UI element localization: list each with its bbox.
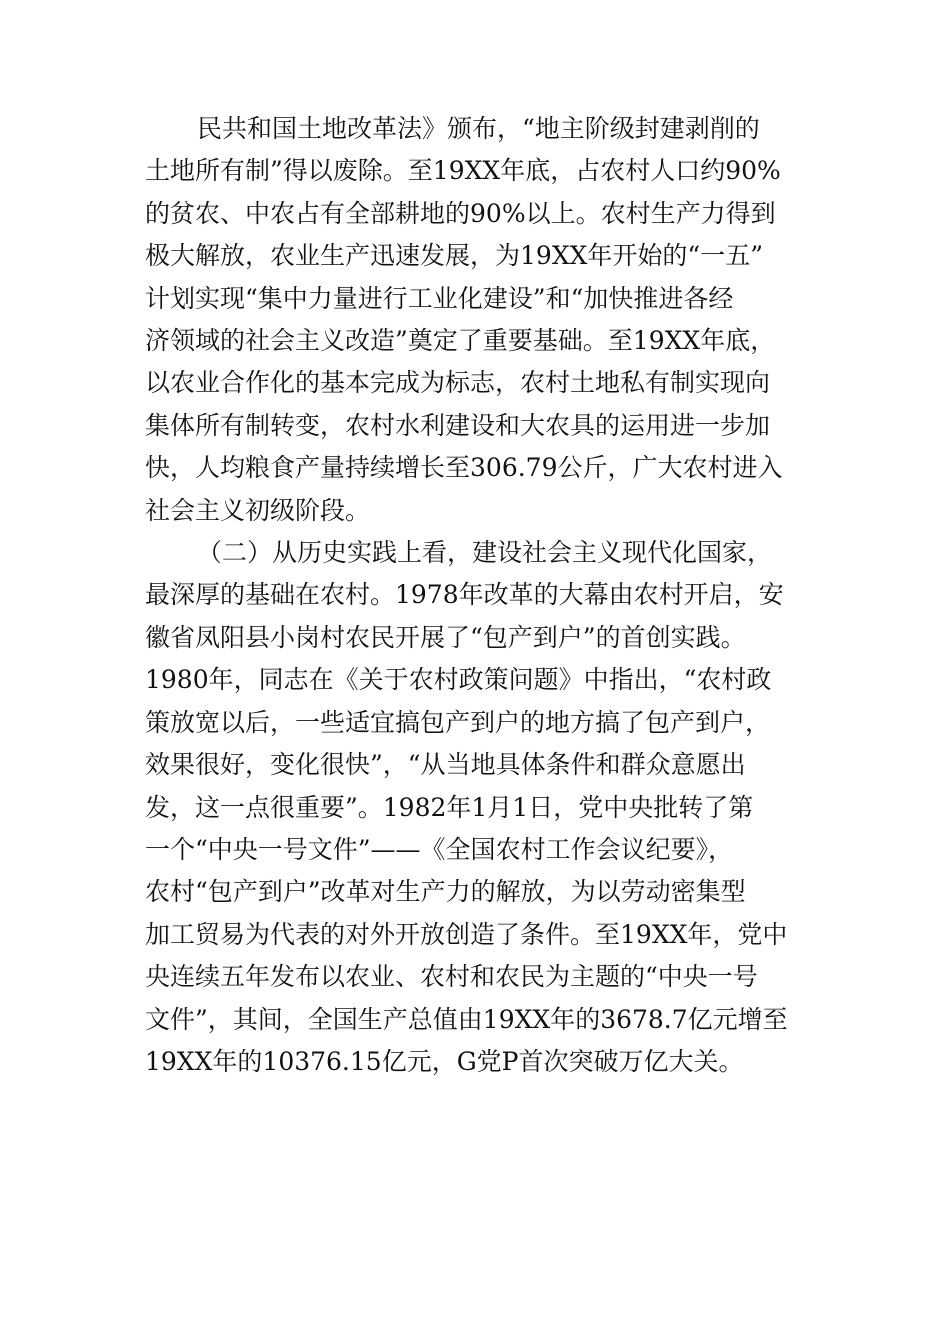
document-body (145, 108, 810, 1083)
text-line: （二）从历史实践上看，建设社会主义现代化国家， (197, 538, 773, 568)
text-line: 社会主义初级阶段。 (145, 495, 371, 525)
text-line: 极大解放，农业生产迅速发展，为19XX年开始的“一五” (145, 241, 763, 271)
text-line: 徽省凤阳县小岗村农民开展了“包产到户”的首创实践。 (145, 622, 746, 652)
text-line: 一个“中央一号文件”——《全国农村工作会议纪要》， (145, 834, 734, 864)
text-line: 1980年，同志在《关于农村政策问题》中指出，“农村政 (145, 665, 772, 695)
text-line: 的贫农、中农占有全部耕地的90%以上。农村生产力得到 (145, 198, 776, 228)
text-line: 集体所有制转变，农村水利建设和大农具的运用进一步加 (145, 410, 771, 440)
text-line: 19XX年的10376.15亿元，G党P首次突破万亿大关。 (145, 1046, 744, 1076)
paragraph-land-reform (145, 108, 810, 532)
text-line: 发，这一点很重要”。1982年1月1日，党中央批转了第 (145, 792, 754, 822)
text-line: 策放宽以后，一些适宜搞包产到户的地方搞了包产到户， (145, 707, 771, 737)
text-line: 文件”，其间，全国生产总值由19XX年的3678.7亿元增至 (145, 1004, 788, 1034)
text-line: 快，人均粮食产量持续增长至306.79公斤，广大农村进入 (145, 453, 783, 483)
text-line: 以农业合作化的基本完成为标志，农村土地私有制实现向 (145, 368, 771, 398)
text-line: 效果很好，变化很快”，“从当地具体条件和群众意愿出 (145, 750, 746, 780)
text-line: 加工贸易为代表的对外开放创造了条件。至19XX年，党中 (145, 919, 788, 949)
text-line: 农村“包产到户”改革对生产力的解放，为以劳动密集型 (145, 877, 746, 907)
text-line: 民共和国土地改革法》颁布，“地主阶级封建剥削的 (197, 114, 760, 143)
text-line: 最深厚的基础在农村。1978年改革的大幕由农村开启，安 (145, 580, 784, 610)
text-line: 济领域的社会主义改造”奠定了重要基础。至19XX年底， (145, 326, 776, 356)
text-line: 计划实现“集中力量进行工业化建设”和“加快推进各经 (145, 283, 734, 313)
paragraph-reform-practice (145, 532, 810, 1083)
text-line: 土地所有制”得以废除。至19XX年底，占农村人口约90% (145, 156, 781, 186)
text-line: 央连续五年发布以农业、农村和农民为主题的“中央一号 (145, 962, 758, 992)
